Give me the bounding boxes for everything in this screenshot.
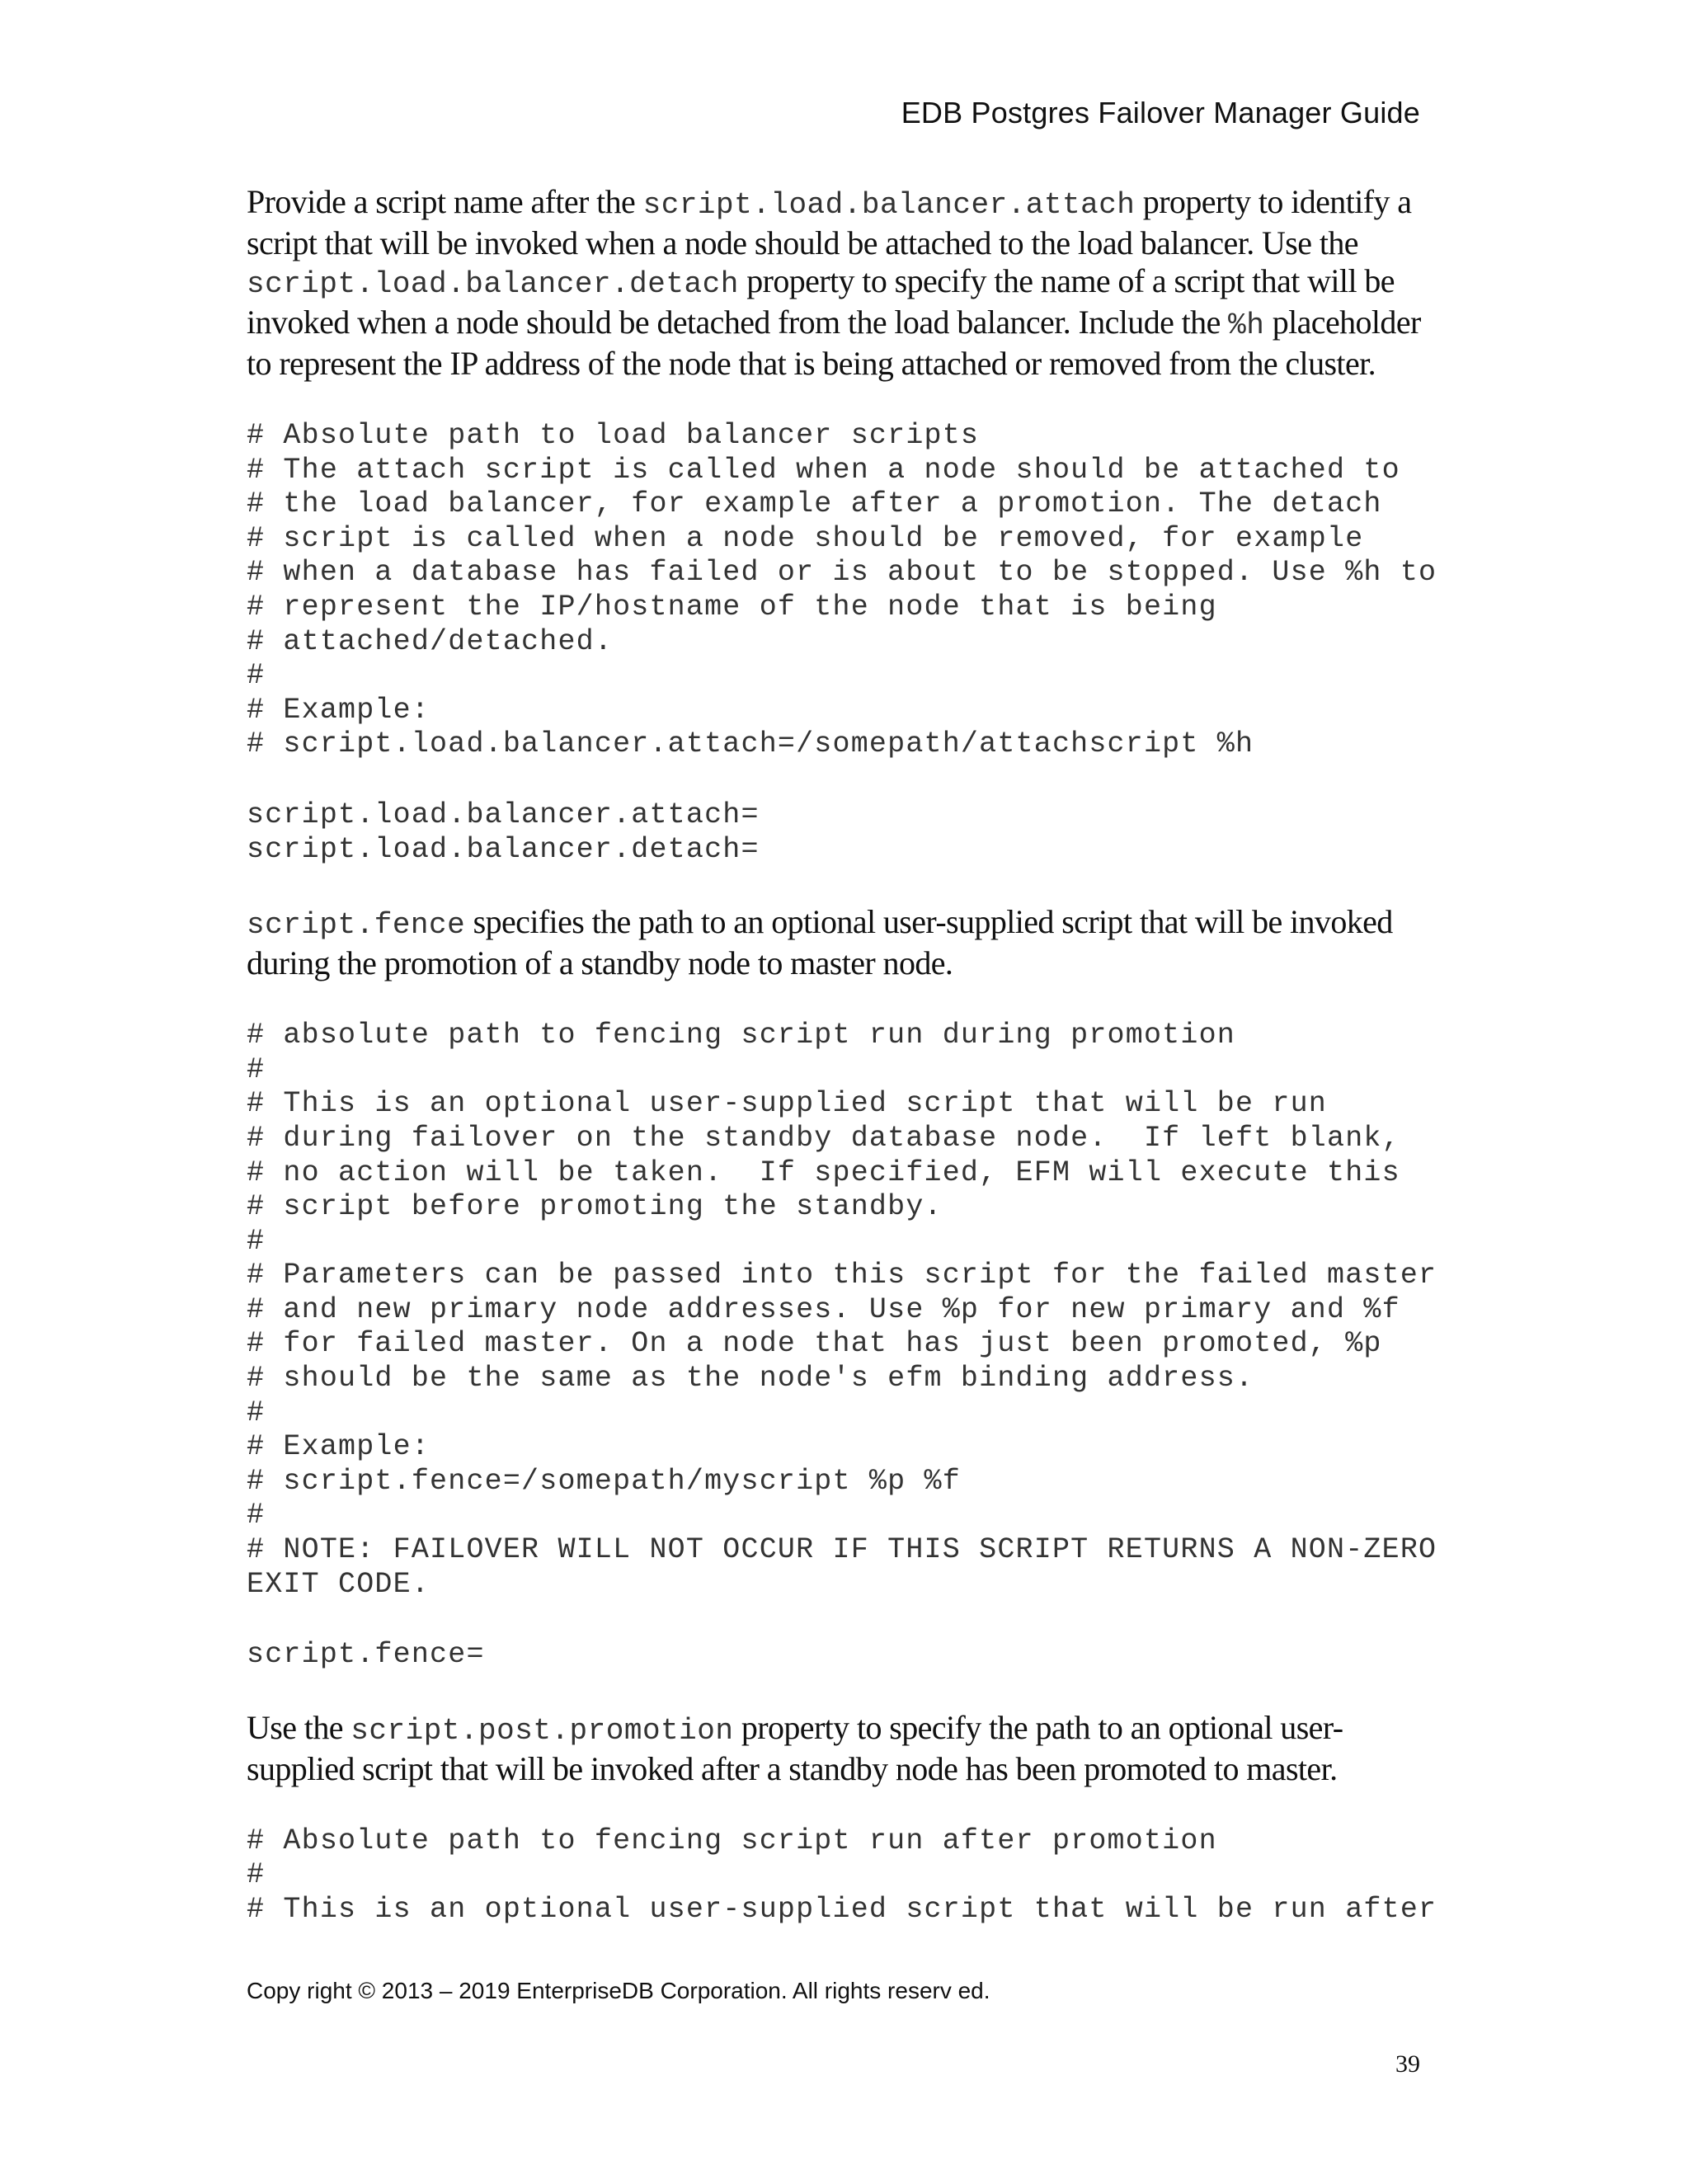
paragraph-post-promotion [247,1709,1434,1788]
spacer [247,383,1434,419]
text-span: Provide a script name after the [247,183,643,220]
running-header: EDB Postgres Failover Manager Guide [901,96,1420,129]
paragraph-script-fence [247,903,1434,982]
code-block-post-promotion-comments: # Absolute path to fencing script run after promotion # # This is an optional user-supplied script that will be run after [247,1824,1437,1926]
spacer [247,1673,1434,1709]
copyright-footer: Copy right © 2013 – 2019 EnterpriseDB Corporation. All rights reserv ed. [247,1978,990,2003]
page-content [247,183,1437,1927]
spacer [247,867,1434,903]
inline-code-attach: script.load.balancer.attach [642,188,1136,222]
spacer [247,1788,1434,1824]
text-span: placeholder to represent the IP address of the node that is being attached or removed from the cluster. [247,304,1421,382]
spacer [247,762,1434,798]
code-block-load-balancer-comments: # Absolute path to load balancer scripts # The attach script is called when a node should be attached to # the load balancer, for example after a promotion. The detach # script is called when a node should be removed, for example # when a database has failed or is about to be stopped. Use %h to # represent the IP/hostname of the node that is being # attached/detached. # # Example: # script.load.balancer.attach=/somepath/attachscript %h [247,419,1437,761]
code-block-fence-property: script.fence= [247,1638,485,1672]
text-span: property to specify the path to an optional user-supplied script that will be invoked after a standby node has been promoted to master. [247,1708,1343,1787]
code-block-fence-comments: # absolute path to fencing script run during promotion # # This is an optional user-supplied script that will be run # during failover on the standby database node. If left blank, # no action will be taken. If specified, EFM will execute this # script before promoting the standby. # # Parameters can be passed into this script for the failed master # and new primary node addresses. Use %p for new primary and %f # for failed master. On a node that has just been promoted, %p # should be the same as the node's efm binding address. # # Example: # script.fence=/somepath/myscript %p %f # # NOTE: FAILOVER WILL NOT OCCUR IF THIS SCRIPT RETURNS A NON-ZERO EXIT CODE. [247,1019,1437,1601]
paragraph-load-balancer-scripts [247,183,1434,383]
page-number: 39 [1395,2050,1420,2078]
inline-code-script-fence: script.fence [247,908,466,943]
text-span: specifies the path to an optional user-supplied script that will be invoked during the promotion of a standby node to master node. [247,903,1393,982]
inline-code-post-promotion: script.post.promotion [351,1713,734,1748]
inline-code-placeholder: %h [1228,308,1265,342]
text-span: property to specify the name of a script that will be invoked when a node should be detached from the load balancer. Include the [247,262,1395,341]
text-span: property to identify a script that will be invoked when a node should be attached to the load balancer. Use the [247,183,1412,261]
inline-code-detach: script.load.balancer.detach [247,267,739,301]
text-span: Use the [247,1708,351,1746]
spacer [247,982,1434,1019]
spacer [247,1602,1434,1638]
code-block-load-balancer-properties: script.load.balancer.attach= script.load.balancer.detach= [247,798,760,866]
